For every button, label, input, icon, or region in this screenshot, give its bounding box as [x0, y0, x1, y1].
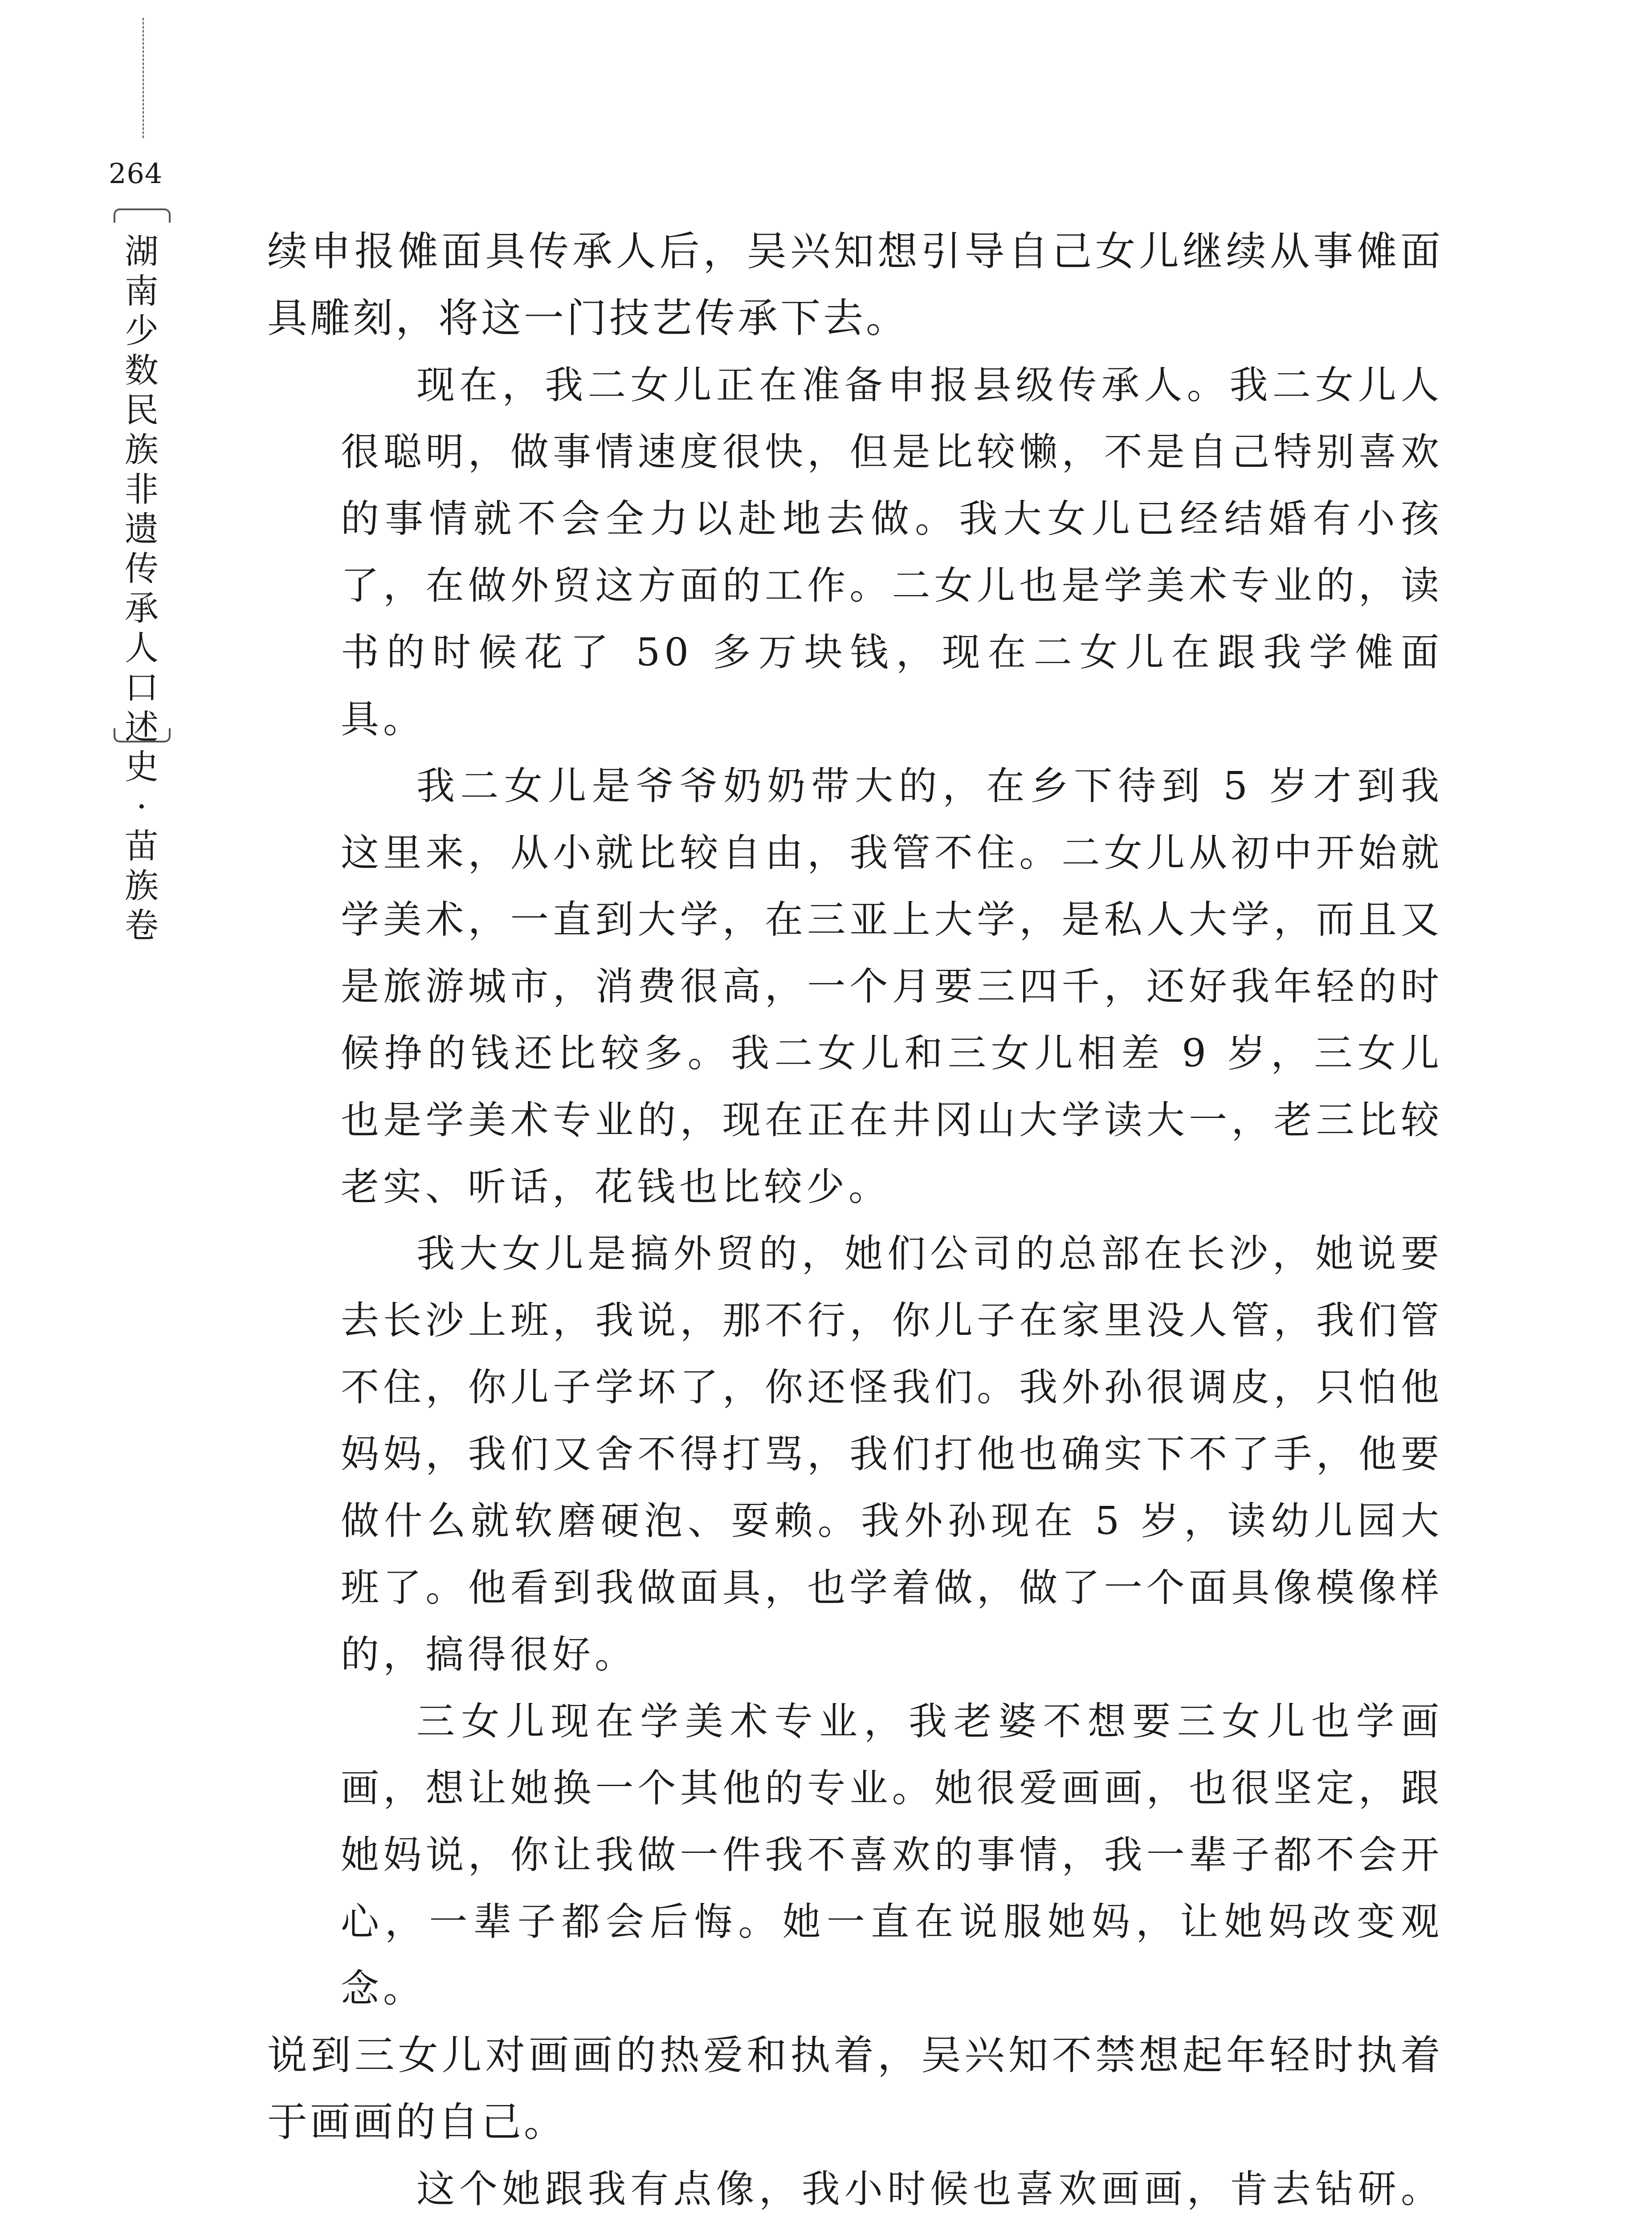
quote-paragraph: 现在，我二女儿正在准备申报县级传承人。我二女儿人很聪明，做事情速度很快，但是比较懒，不是自己特别喜欢的事情就不会全力以赴地去做。我大女儿已经结婚有小孩了，在做外贸这方面的工作。二女儿也是学美术专业的，读书的时候花了 50 多万块钱，现在二女儿在跟我学傩面具。 [341, 363, 1443, 742]
page-number: 264 [109, 157, 163, 190]
quote-paragraph: 三女儿现在学美术专业，我老婆不想要三女儿也学画画，想让她换一个其他的专业。她很爱画画，也很坚定，跟她妈说，你让我做一件我不喜欢的事情，我一辈子都不会开心，一辈子都会后悔。她一直在说服她妈，让她妈改变观念。 [341, 1699, 1443, 2011]
title-bracket-top [114, 208, 171, 223]
page-body [267, 218, 1443, 2227]
quote-paragraph: 我二女儿是爷爷奶奶带大的，在乡下待到 5 岁才到我这里来，从小就比较自由，我管不住。二女儿从初中开始就学美术，一直到大学，在三亚上大学，是私人大学，而且又是旅游城市，消费很高，一个月要三四千，还好我年轻的时候挣的钱还比较多。我二女儿和三女儿相差 9 岁，三女儿也是学美术专业的，现在正在井冈山大学读大一，老三比较老实、听话，花钱也比较少。 [341, 764, 1443, 1209]
quote-paragraph: 我大女儿是搞外贸的，她们公司的总部在长沙，她说要去长沙上班，我说，那不行，你儿子在家里没人管，我们管不住，你儿子学坏了，你还怪我们。我外孙很调皮，只怕他妈妈，我们又舍不得打骂，我们打他也确实下不了手，他要做什么就软磨硬泡、耍赖。我外孙现在 5 岁，读幼儿园大班了。他看到我做面具，也学着做，做了一个面具像模像样的，搞得很好。 [341, 1232, 1443, 1677]
narration-paragraph: 续申报傩面具传承人后，吴兴知想引导自己女儿继续从事傩面具雕刻，将这一门技艺传承下去。 [267, 228, 1443, 342]
narration-paragraph: 说到三女儿对画画的热爱和执着，吴兴知不禁想起年轻时执着于画画的自己。 [267, 2032, 1443, 2145]
quote-paragraph: 这个她跟我有点像，我小时候也喜欢画画，肯去钻研。 [416, 2167, 1443, 2211]
title-bracket-bottom [114, 728, 171, 742]
series-title: 湖南少数民族非遗传承人口述史·苗族卷 [125, 232, 159, 945]
running-sidebar [89, 0, 174, 945]
dashed-rule [143, 18, 144, 138]
